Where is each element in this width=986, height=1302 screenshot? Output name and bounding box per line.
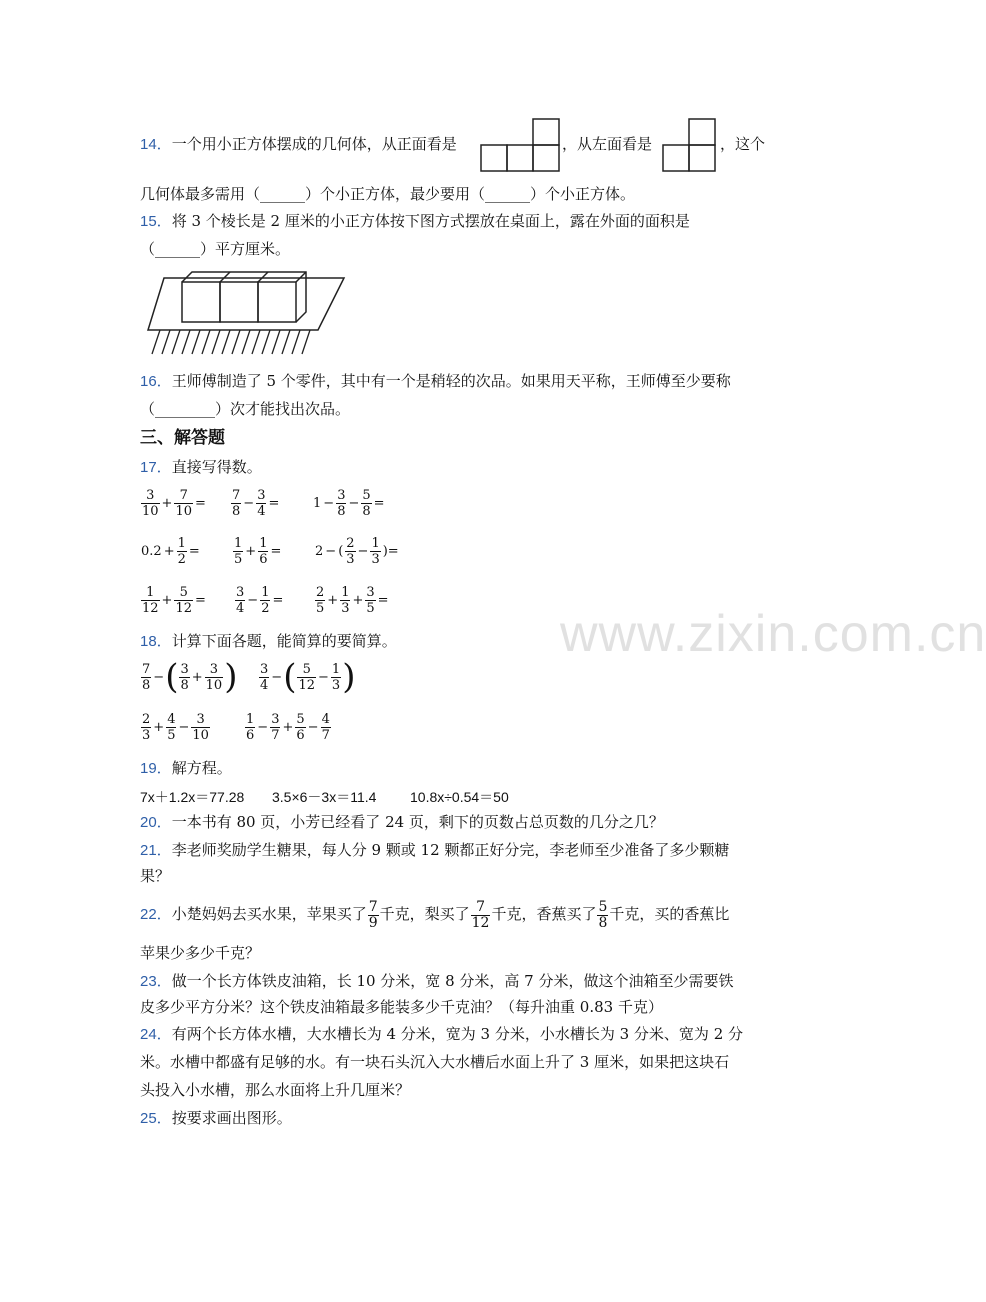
- q18-expr-2: $\frac{3}{4}$ −( $\frac{5}{12}$ − $\frac{1}{3}$ ): [260, 657, 356, 697]
- fraction: $\frac{4}{5}$: [167, 712, 176, 743]
- q22-line1: 22．小楚妈妈去买水果，苹果买了 $\frac{7}{9}$ 千克，梨买了 $\frac{7}{12}$ 千克，香蕉买了 $\frac{5}{8}$ 千克，买的香蕉比: [140, 898, 730, 931]
- q18-number: 18．: [140, 633, 172, 650]
- q25-text: 按要求画出图形。: [171, 1109, 292, 1127]
- fraction: $\frac{1}{2}$: [261, 585, 270, 616]
- fraction: $\frac{3}{8}$: [180, 661, 189, 693]
- q20-text: 一本书有 80 页，小芳已经看了 24 页，剩下的页数占总页数的几分之几？: [171, 813, 664, 831]
- fraction: $\frac{1}{6}$: [246, 712, 255, 743]
- q21-line2: 果？: [140, 867, 171, 885]
- q16-number: 16．: [140, 373, 172, 390]
- watermark: www.zixin.com.cn: [560, 605, 986, 663]
- fraction: $\frac{1}{12}$: [142, 585, 159, 616]
- q19-title: [140, 758, 232, 779]
- fraction: $\frac{7}{8}$: [142, 661, 151, 693]
- q25-number: 25．: [140, 1110, 172, 1127]
- q19-equation-3: 10.8x÷0.54＝50: [410, 789, 509, 805]
- q15-text: 将 3 个棱长是 2 厘米的小正方体按下图方式摆放在桌面上，露在外面的面积是: [171, 212, 690, 230]
- q17-title: [140, 457, 262, 478]
- q17-expr-3: 1 − $\frac{3}{8}$ − $\frac{5}{8}$ =: [313, 488, 385, 519]
- fraction: $\frac{2}{3}$: [346, 536, 355, 567]
- fraction: $\frac{3}{4}$: [257, 488, 266, 519]
- fraction: $\frac{3}{7}$: [271, 712, 280, 743]
- q18-text: 计算下面各题，能简算的要简算。: [171, 632, 397, 650]
- q18-expr-1: $\frac{7}{8}$ −( $\frac{3}{8}$ + $\frac{3}{10}$ ): [142, 657, 238, 697]
- q24-text: 有两个长方体水槽，大水槽长为 4 分米，宽为 3 分米，小水槽长为 3 分米、宽为 2 分: [171, 1025, 744, 1043]
- fraction: $\frac{5}{12}$: [298, 661, 315, 693]
- fraction: $\frac{5}{6}$: [296, 712, 305, 743]
- q21-number: 21．: [140, 842, 172, 859]
- q17-expr-8: $\frac{3}{4}$ − $\frac{1}{2}$ =: [236, 585, 284, 616]
- q17-expr-2: $\frac{7}{8}$ − $\frac{3}{4}$ =: [232, 488, 280, 519]
- q19-equation-1: 7x＋1.2x＝77.28: [140, 789, 245, 805]
- q17-number: 17．: [140, 459, 172, 476]
- q23-line2: 皮多少平方分米？这个铁皮油箱最多能装多少千克油？（每升油重 0.83 千克）: [140, 998, 663, 1016]
- fraction: $\frac{5}{8}$: [362, 488, 371, 519]
- q20-number: 20．: [140, 814, 172, 831]
- q17-expr-7: $\frac{1}{12}$ + $\frac{5}{12}$ =: [142, 585, 206, 616]
- left-view-figure: [662, 117, 718, 173]
- q25-line: [140, 1108, 292, 1129]
- q14-line2: 几何体最多需用（______）个小正方体，最少要用（______）个小正方体。: [140, 185, 636, 203]
- q23-text: 做一个长方体铁皮油箱，长 10 分米，宽 8 分米，高 7 分米，做这个油箱至少需要铁: [171, 972, 734, 990]
- fraction: $\frac{1}{6}$: [259, 536, 268, 567]
- q15-line2: （______）平方厘米。: [140, 240, 291, 258]
- fraction: $\frac{4}{7}$: [321, 712, 330, 743]
- q17-expr-6: 2 − ( $\frac{2}{3}$ − $\frac{1}{3}$ )=: [315, 536, 399, 567]
- fraction: $\frac{3}{10}$: [142, 488, 159, 519]
- q15-number: 15．: [140, 213, 172, 230]
- q22-line2: 苹果少多少千克？: [140, 944, 261, 962]
- fraction: $\frac{1}{5}$: [234, 536, 243, 567]
- q24-line2: 米。水槽中都盛有足够的水。有一块石头沉入大水槽后水面上升了 3 厘米，如果把这块石: [140, 1053, 730, 1071]
- fraction: $\frac{3}{8}$: [337, 488, 346, 519]
- q19-number: 19．: [140, 760, 172, 777]
- q14-text-a: 一个用小正方体摆成的几何体，从正面看是: [171, 135, 457, 153]
- q14-number: 14．: [140, 136, 172, 153]
- q22-number: 22．: [140, 906, 172, 923]
- q14-text-c: ，这个: [720, 135, 766, 153]
- q19-text: 解方程。: [171, 759, 232, 777]
- fraction: $\frac{7}{9}$: [368, 898, 378, 931]
- q14-text-b: ，从左面看是: [562, 135, 653, 153]
- q21-text: 李老师奖励学生糖果，每人分 9 颗或 12 颗都正好分完，李老师至少准备了多少颗糖: [171, 841, 730, 859]
- q16-text: 王师傅制造了 5 个零件，其中有一个是稍轻的次品。如果用天平称，王师傅至少要称: [171, 372, 731, 390]
- fraction: $\frac{3}{4}$: [236, 585, 245, 616]
- q16-line2: （________）次才能找出次品。: [140, 400, 351, 418]
- fraction: $\frac{7}{10}$: [175, 488, 192, 519]
- q18-expr-4: $\frac{1}{6}$ − $\frac{3}{7}$ + $\frac{5}{6}$ − $\frac{4}{7}$: [246, 712, 330, 743]
- fraction: $\frac{5}{12}$: [175, 585, 192, 616]
- q17-expr-4: 0.2 + $\frac{1}{2}$ =: [141, 536, 200, 567]
- q24-line1: [140, 1024, 743, 1045]
- q23-number: 23．: [140, 973, 172, 990]
- fraction: $\frac{1}{3}$: [371, 536, 380, 567]
- fraction: $\frac{1}{3}$: [331, 661, 341, 693]
- fraction: $\frac{1}{2}$: [177, 536, 186, 567]
- q24-number: 24．: [140, 1026, 172, 1043]
- q18-expr-3: $\frac{2}{3}$ + $\frac{4}{5}$ − $\frac{3}{10}$: [142, 712, 209, 743]
- q17-expr-9: $\frac{2}{5}$ + $\frac{1}{3}$ + $\frac{3}{5}$ =: [316, 585, 389, 616]
- q14-line1: [140, 134, 457, 155]
- q23-line1: [140, 971, 733, 992]
- section-heading: 三、解答题: [140, 428, 225, 448]
- q17-expr-1: $\frac{3}{10}$ + $\frac{7}{10}$ =: [142, 488, 206, 519]
- fraction: $\frac{3}{10}$: [192, 712, 209, 743]
- fraction: $\frac{7}{8}$: [232, 488, 241, 519]
- q21-line1: [140, 840, 729, 861]
- fraction: $\frac{1}{3}$: [341, 585, 350, 616]
- q16-line1: [140, 371, 731, 392]
- q19-equation-2: 3.5×6－3x＝11.4: [272, 789, 377, 805]
- front-view-figure: [480, 117, 560, 173]
- fraction: $\frac{5}{8}$: [598, 898, 608, 931]
- q17-text: 直接写得数。: [171, 458, 262, 476]
- fraction: $\frac{7}{12}$: [471, 898, 490, 931]
- q20-line: [140, 812, 664, 833]
- cubes-on-table-figure: [146, 268, 350, 358]
- q17-expr-5: $\frac{1}{5}$ + $\frac{1}{6}$ =: [234, 536, 282, 567]
- fraction: $\frac{2}{3}$: [142, 712, 151, 743]
- fraction: $\frac{3}{10}$: [205, 661, 223, 693]
- q15-line1: [140, 211, 690, 232]
- fraction: $\frac{2}{5}$: [316, 585, 325, 616]
- fraction: $\frac{3}{5}$: [366, 585, 375, 616]
- fraction: $\frac{3}{4}$: [260, 661, 269, 693]
- q18-title: [140, 631, 397, 652]
- q24-line3: 头投入小水槽，那么水面将上升几厘米？: [140, 1081, 411, 1099]
